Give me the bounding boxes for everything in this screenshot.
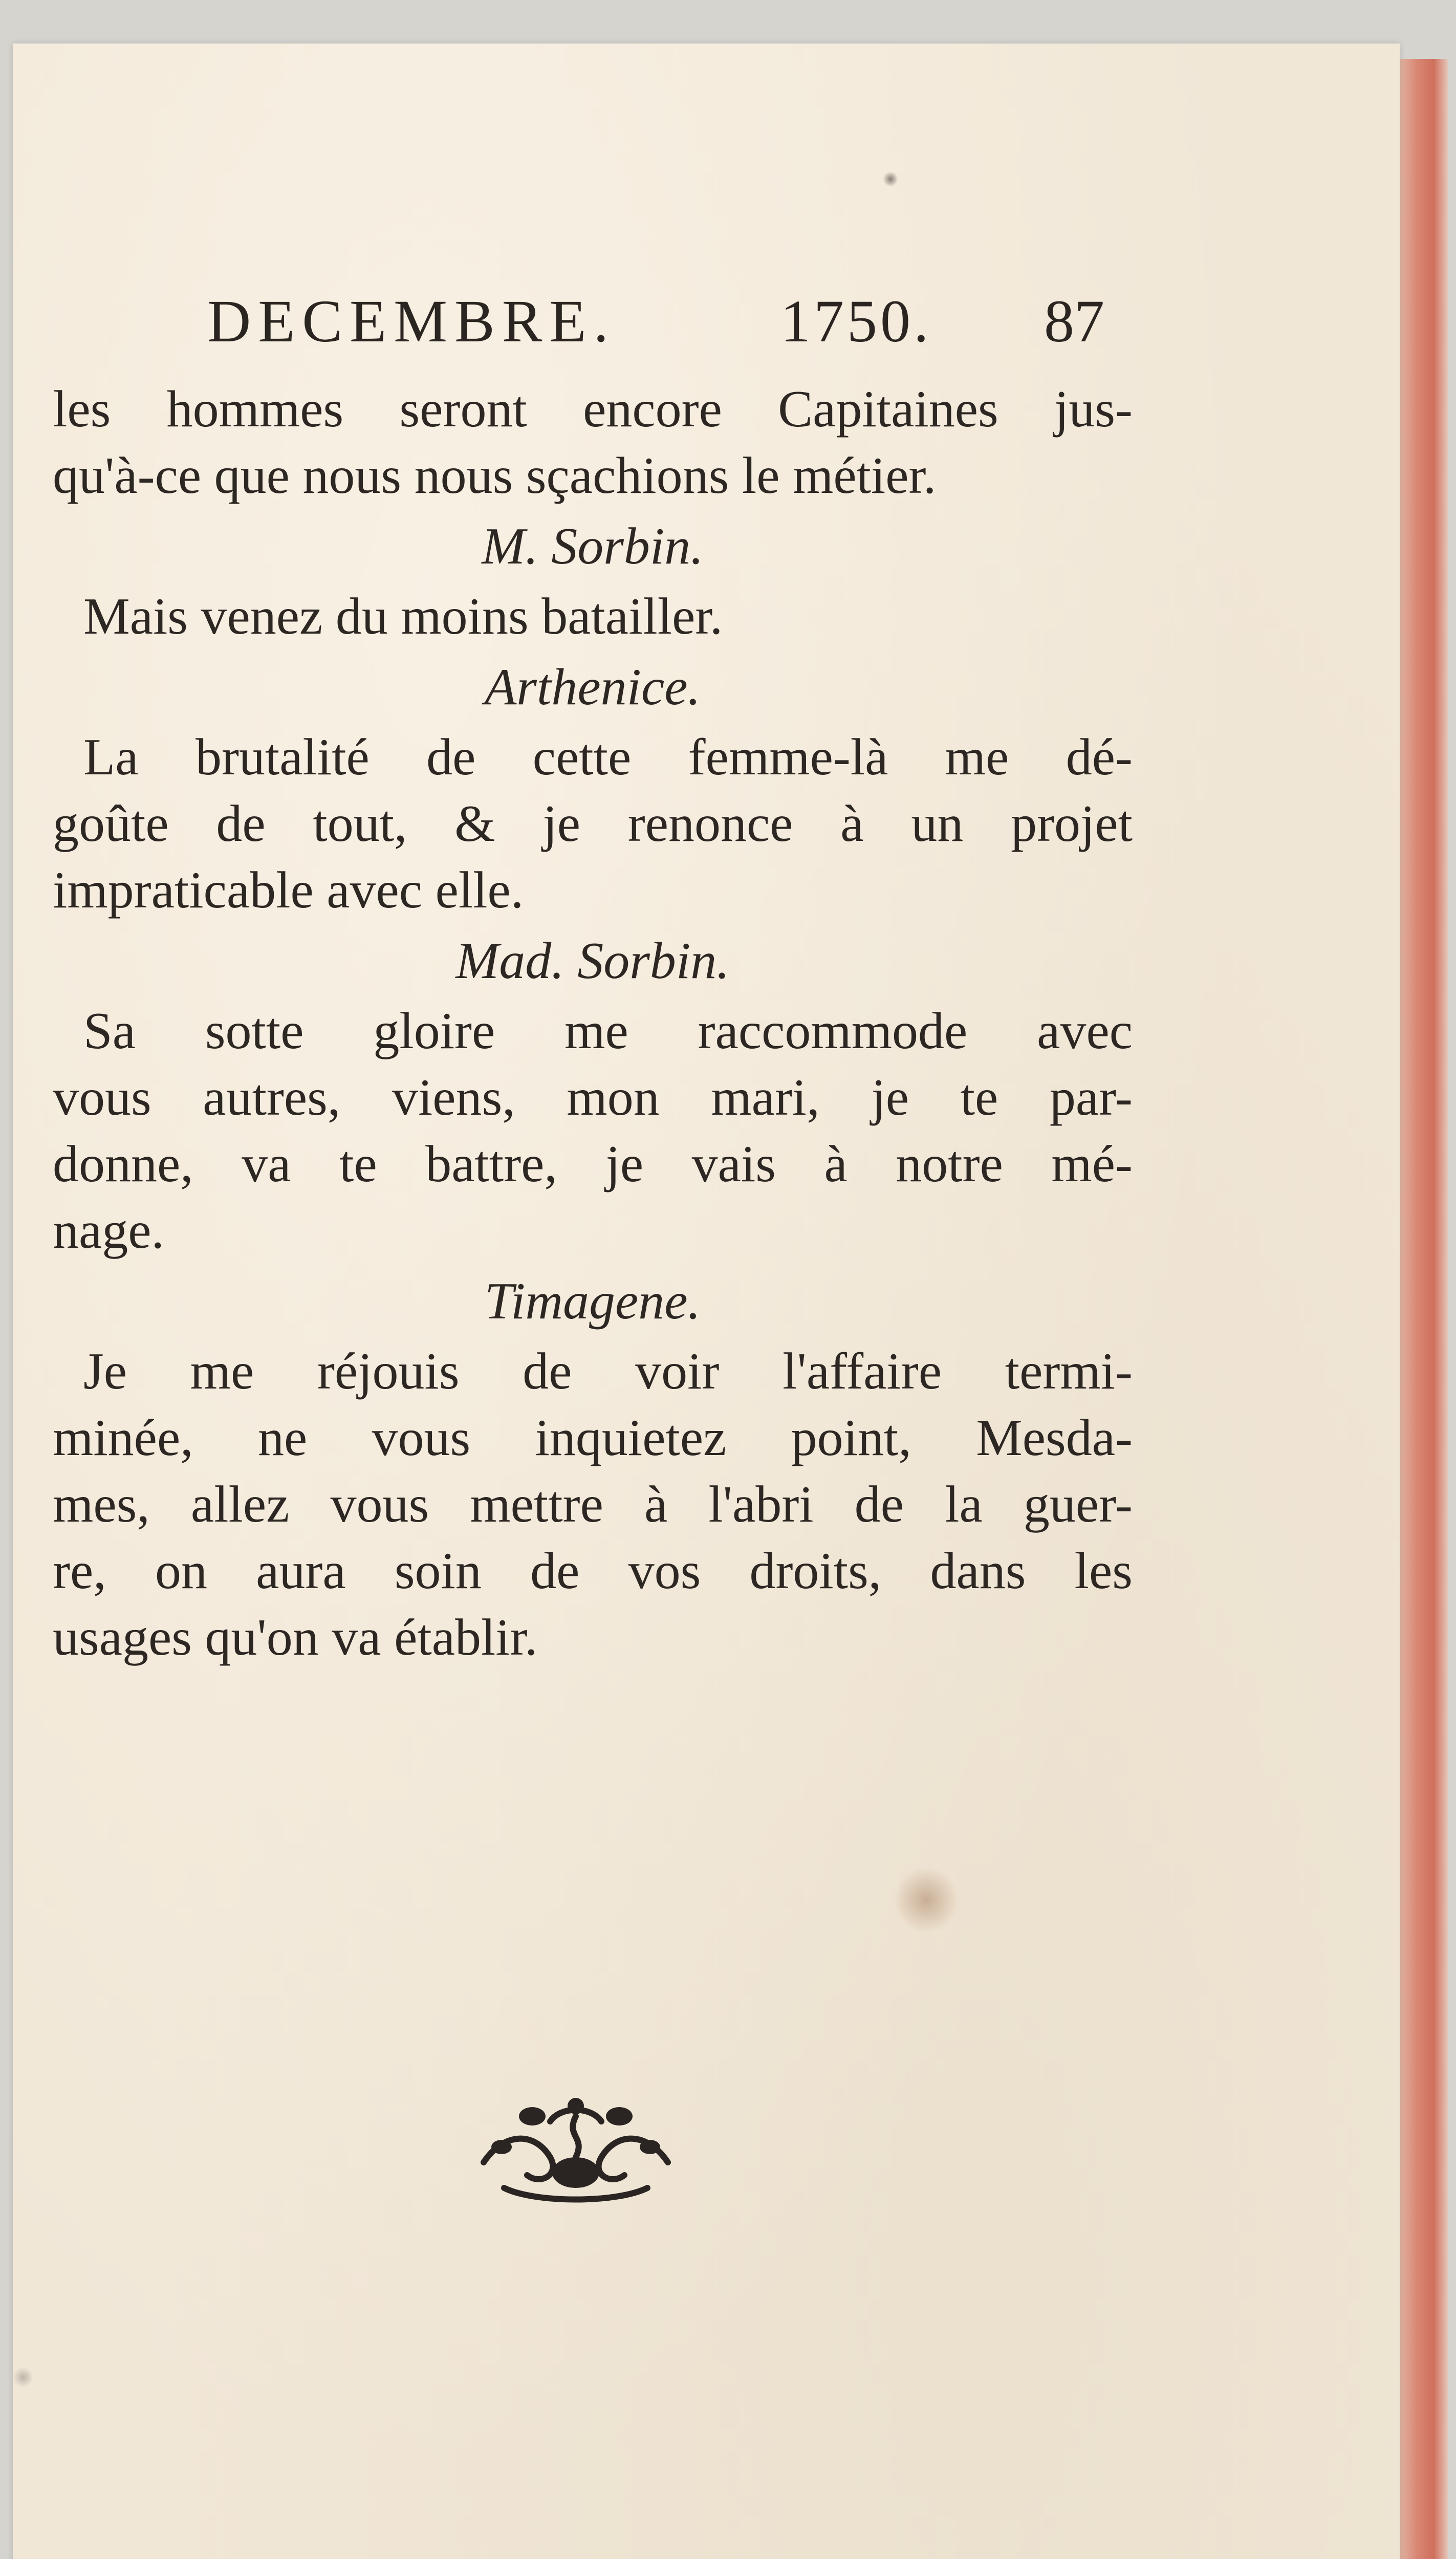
red-page-edge <box>1400 59 1448 2559</box>
text-line: qu'à-ce que nous nous sçachions le métier. <box>53 447 937 505</box>
text-line: La brutalité de cette femme-là me dé- <box>83 728 1133 786</box>
running-title: DECEMBRE. <box>207 288 616 355</box>
text-line: impraticable avec elle. <box>53 861 524 919</box>
speaker-name: M. Sorbin. <box>482 517 704 575</box>
text-line: donne, va te battre, je vais à notre mé- <box>53 1135 1133 1193</box>
speaker-name: Timagene. <box>484 1272 701 1330</box>
text-line: goûte de tout, & je renonce à un projet <box>53 795 1133 853</box>
book-page <box>13 44 1400 2559</box>
text-line: minée, ne vous inquietez point, Mesda- <box>53 1409 1133 1467</box>
text-line: Mais venez du moins batailler. <box>83 588 723 645</box>
text-line: re, on aura soin de vos droits, dans les <box>53 1542 1133 1600</box>
text-line: Sa sotte gloire me raccommode avec <box>83 1002 1133 1060</box>
speaker-name: Arthenice. <box>485 658 701 716</box>
header-year: 1750. <box>780 288 932 355</box>
page-text <box>53 376 1133 1671</box>
foxing-spot <box>883 171 898 187</box>
foxing-spot <box>896 1866 957 1935</box>
text-line: usages qu'on va établir. <box>53 1609 538 1666</box>
text-line: mes, allez vous mettre à l'abri de la guer- <box>53 1476 1133 1533</box>
text-line: Je me réjouis de voir l'affaire termi- <box>83 1342 1133 1400</box>
text-line: nage. <box>53 1202 165 1260</box>
fleuron-ornament-icon <box>473 2086 678 2203</box>
foxing-spot <box>13 2367 33 2388</box>
page-number: 87 <box>1044 288 1104 355</box>
speaker-name: Mad. Sorbin. <box>455 932 730 990</box>
text-line: vous autres, viens, mon mari, je te par- <box>53 1069 1133 1126</box>
page-header <box>13 287 1400 358</box>
text-line: les hommes seront encore Capitaines jus- <box>53 380 1133 438</box>
